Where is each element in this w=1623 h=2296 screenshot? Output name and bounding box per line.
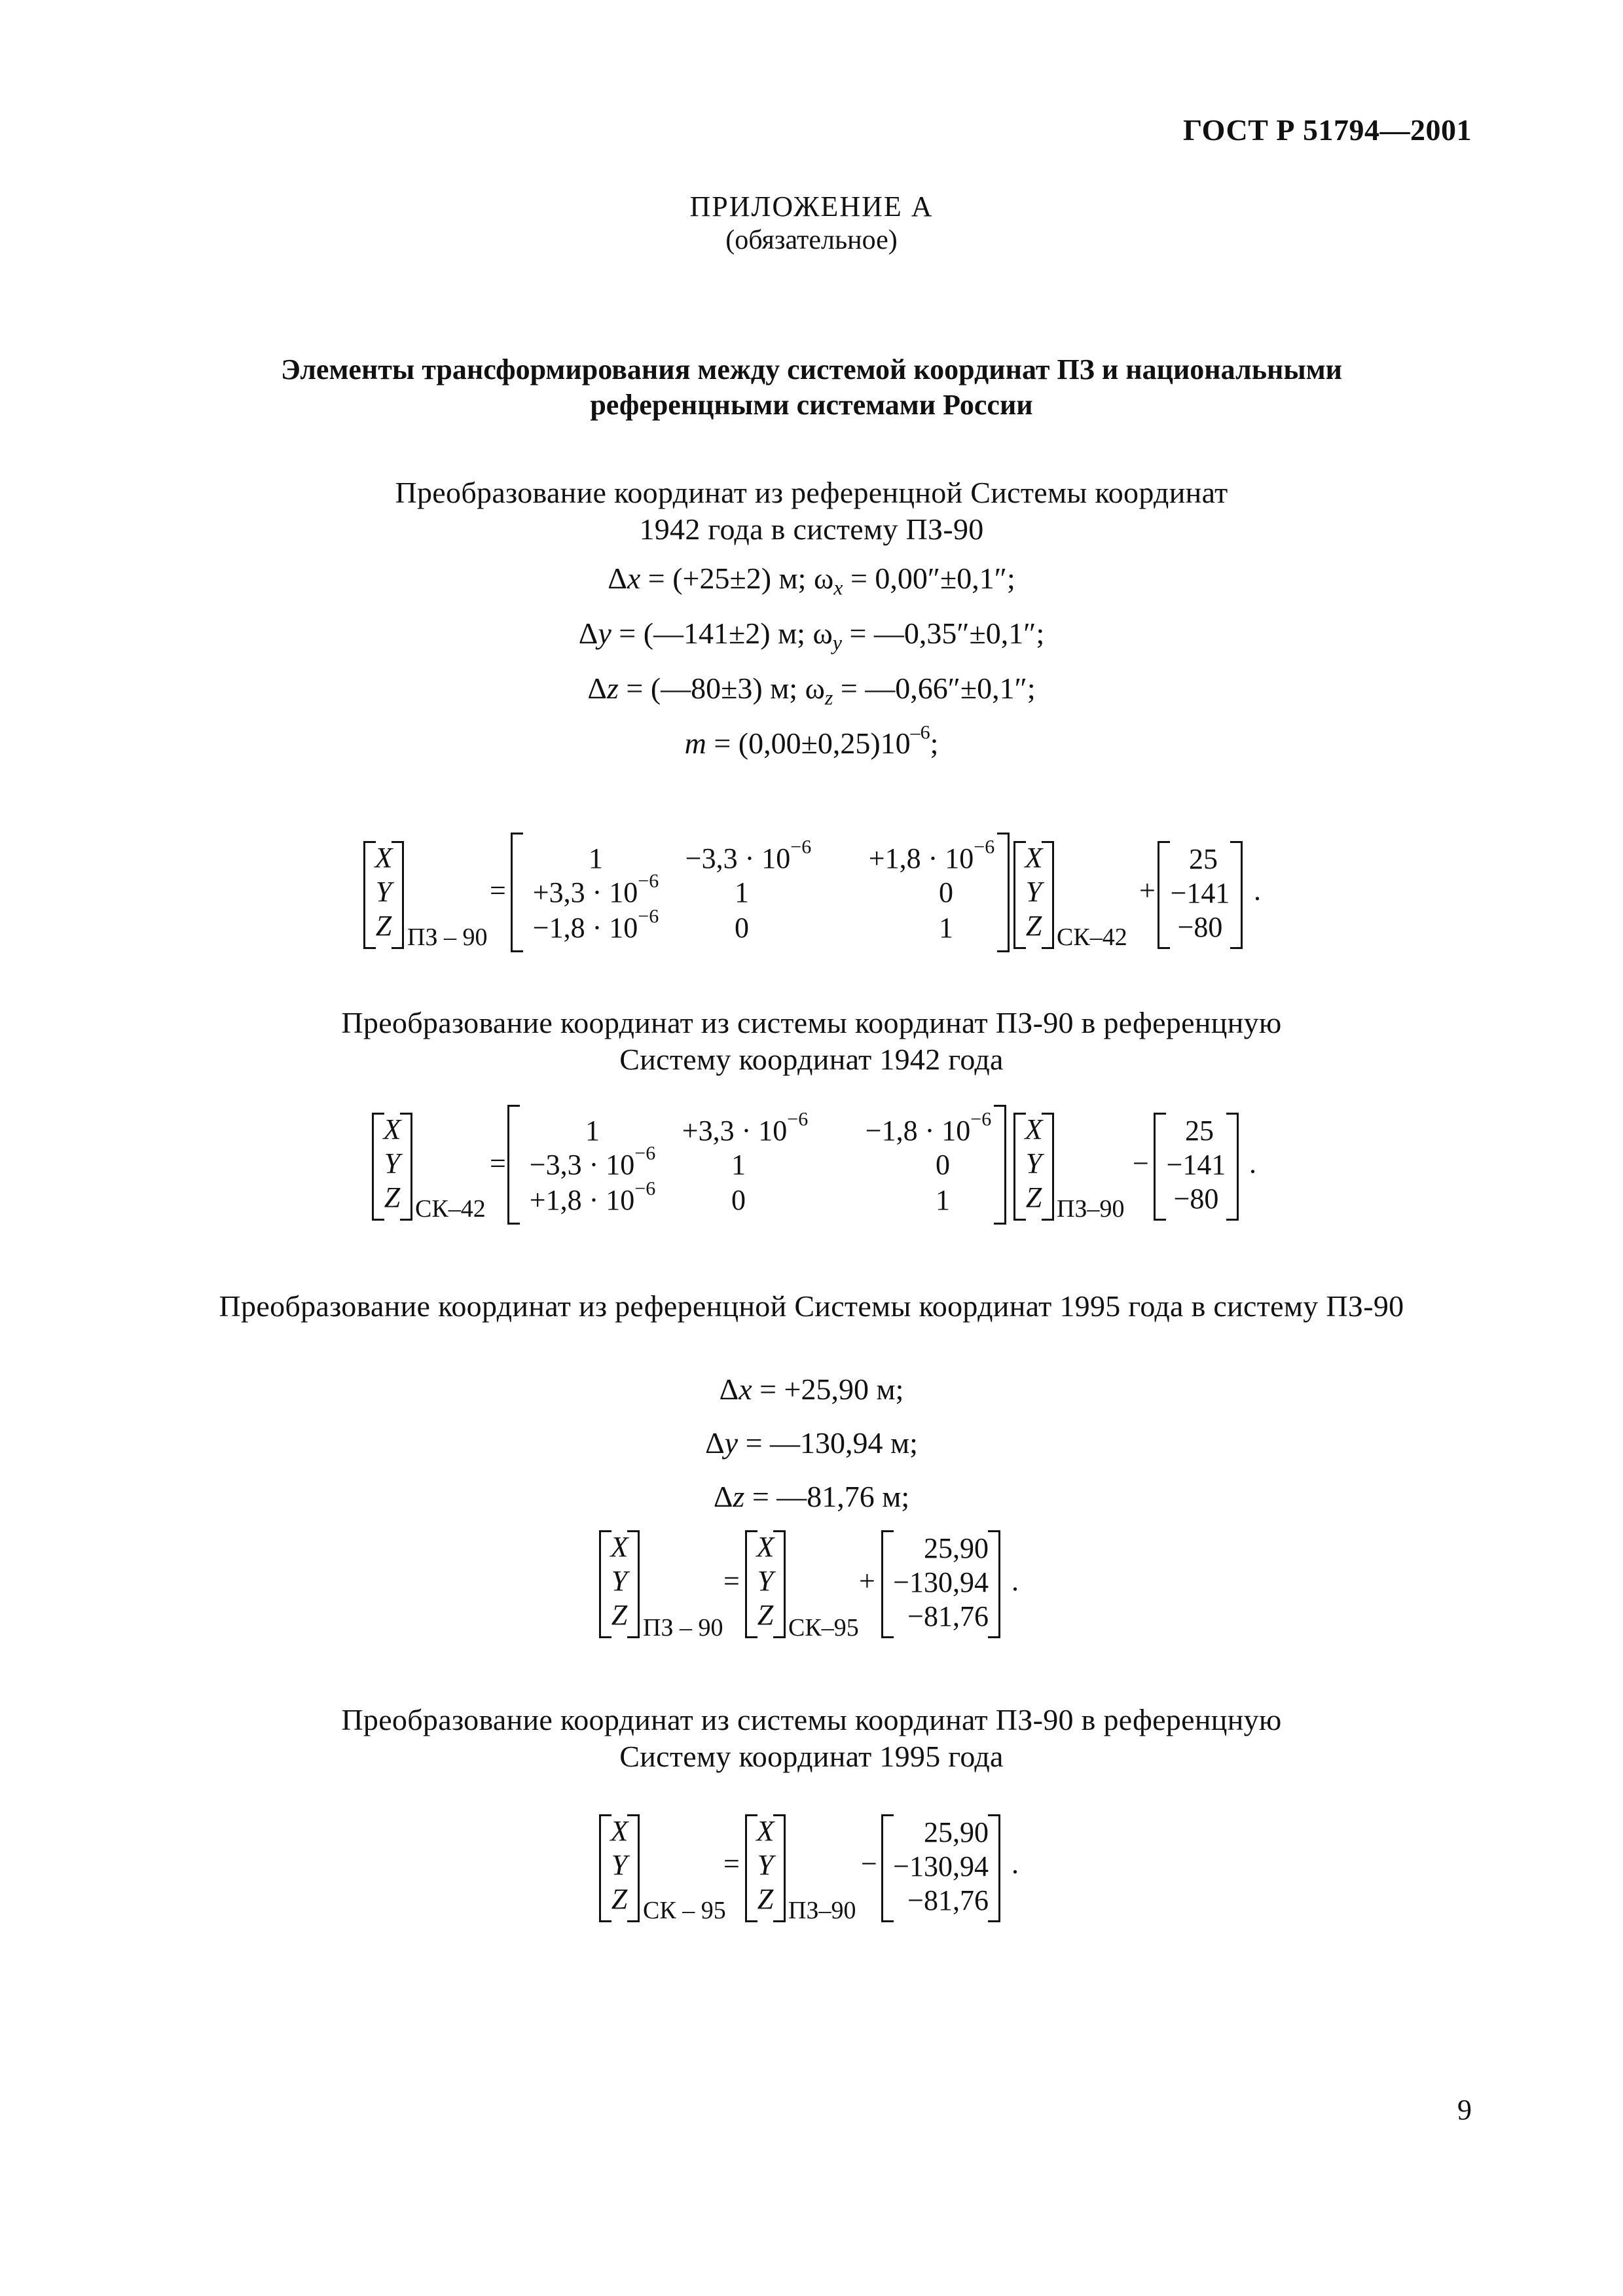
period: . [1254, 874, 1261, 906]
matrix-cell: 0 [731, 1184, 746, 1216]
annex-status: (обязательное) [725, 225, 898, 255]
matrix-cell: 1 [936, 1184, 950, 1216]
matrix-cell: 1 [589, 842, 603, 874]
matrix-cell: 0 [936, 1149, 950, 1181]
matrix-cell: $-3,3 \cdot 10^{-6}$ [685, 836, 812, 874]
period: . [1012, 1565, 1019, 1597]
matrix-cell: 0 [735, 912, 749, 944]
rotation-matrix [507, 1105, 1006, 1225]
lhs-vector: X Y Z [599, 1814, 640, 1922]
matrix-cell: $-1,8 \cdot 10^{-6}$ [865, 1108, 992, 1147]
period: . [1012, 1848, 1019, 1880]
matrix-cell: 1 [585, 1115, 600, 1147]
lhs-vector: X Y Z [363, 841, 404, 949]
matrix-cell: $+1,8 \cdot 10^{-6}$ [868, 836, 995, 874]
matrix-cell: 1 [939, 912, 953, 944]
period: . [1249, 1147, 1256, 1179]
plus-sign: + [1139, 874, 1156, 906]
section1-heading-line-1: Преобразование координат из референцной Системы координат [395, 476, 1228, 509]
matrix-cell: 0 [939, 876, 953, 908]
matrix-cell: $+3,3 \cdot 10^{-6}$ [532, 870, 659, 908]
main-title [0, 352, 1623, 423]
document-number: ГОСТ Р 51794—2001 [1183, 113, 1472, 147]
main-title-line-2: референцными системами России [590, 389, 1033, 421]
minus-sign: − [861, 1848, 877, 1880]
shift-vector: 25,90 −130,94 −81,76 [881, 1530, 1000, 1638]
section2-heading [0, 1005, 1623, 1078]
matrix-cell: $-1,8 \cdot 10^{-6}$ [532, 905, 659, 944]
section4-heading-line-1: Преобразование координат из системы координат ПЗ-90 в референцную [341, 1703, 1282, 1736]
lhs-vector: X Y Z [599, 1530, 640, 1638]
param-line-dy: Δy = (—141±2) м; $\omega_y$ = —0,35″±0,1″; [578, 617, 1045, 655]
lhs-vector: X Y Z [372, 1113, 412, 1221]
page-number: 9 [1457, 2094, 1472, 2126]
matrix-cell: $+3,3 \cdot 10^{-6}$ [682, 1108, 809, 1147]
section4-heading-line-2: Систему координат 1995 года [619, 1740, 1004, 1773]
shift-vector: 25,90 −130,94 −81,76 [881, 1814, 1000, 1922]
param-line-scale: $m = (0,00\pm 0,25)10^{-6}$; [684, 721, 939, 760]
equals-sign: = [490, 1147, 506, 1179]
rhs-subscript: СК–95 [788, 1614, 859, 1641]
equals-sign: = [723, 1848, 740, 1880]
matrix-cell: 1 [731, 1149, 746, 1181]
param-line-dz: Δz = (—80±3) м; $\omega_z$ = —0,66″±0,1″; [587, 672, 1036, 709]
section1-heading [0, 475, 1623, 548]
shift-vector: 25 −141 −80 [1158, 841, 1243, 949]
param-line-dy-1995: Δy = —130,94 м; [705, 1426, 918, 1460]
section1-heading-line-2: 1942 года в систему ПЗ-90 [639, 512, 984, 546]
lhs-subscript: ПЗ – 90 [643, 1614, 723, 1641]
section4-heading [0, 1702, 1623, 1775]
minus-sign: − [1133, 1147, 1149, 1179]
param-line-dx: Δx = (+25±2) м; $\omega_x = 0,00''\pm 0,1''$; [608, 562, 1015, 600]
rhs-vector: X Y Z [745, 1814, 786, 1922]
shift-vector: 25 −141 −80 [1154, 1113, 1239, 1221]
plus-sign: + [859, 1565, 875, 1597]
matrix-cell: 1 [735, 876, 749, 908]
rhs-vector: X Y Z [745, 1530, 786, 1638]
rhs-vector: X Y Z [1013, 841, 1054, 949]
matrix-cell: $+1,8 \cdot 10^{-6}$ [529, 1177, 656, 1216]
rhs-vector: X Y Z [1013, 1113, 1054, 1221]
main-title-line-1: Элементы трансформирования между системой координат ПЗ и национальными [280, 353, 1343, 386]
param-line-dx-1995: Δx = +25,90 м; [719, 1372, 904, 1406]
section3-heading: Преобразование координат из референцной Системы координат 1995 года в систему ПЗ-90 [219, 1289, 1404, 1323]
equals-sign: = [490, 874, 506, 906]
annex-title: ПРИЛОЖЕНИЕ А [689, 190, 934, 223]
rhs-subscript: ПЗ–90 [1057, 1195, 1125, 1223]
rhs-subscript: ПЗ–90 [788, 1897, 856, 1924]
section2-heading-line-1: Преобразование координат из системы координат ПЗ-90 в референцную [341, 1006, 1282, 1039]
equals-sign: = [723, 1565, 740, 1597]
lhs-subscript: ПЗ – 90 [407, 924, 488, 951]
matrix-cell: $-3,3 \cdot 10^{-6}$ [529, 1142, 656, 1181]
lhs-subscript: СК – 95 [643, 1897, 726, 1924]
param-line-dz-1995: Δz = —81,76 м; [713, 1480, 910, 1513]
section2-heading-line-2: Систему координат 1942 года [619, 1043, 1004, 1076]
rotation-matrix [511, 833, 1010, 952]
rhs-subscript: СК–42 [1057, 924, 1127, 951]
lhs-subscript: СК–42 [415, 1195, 486, 1223]
